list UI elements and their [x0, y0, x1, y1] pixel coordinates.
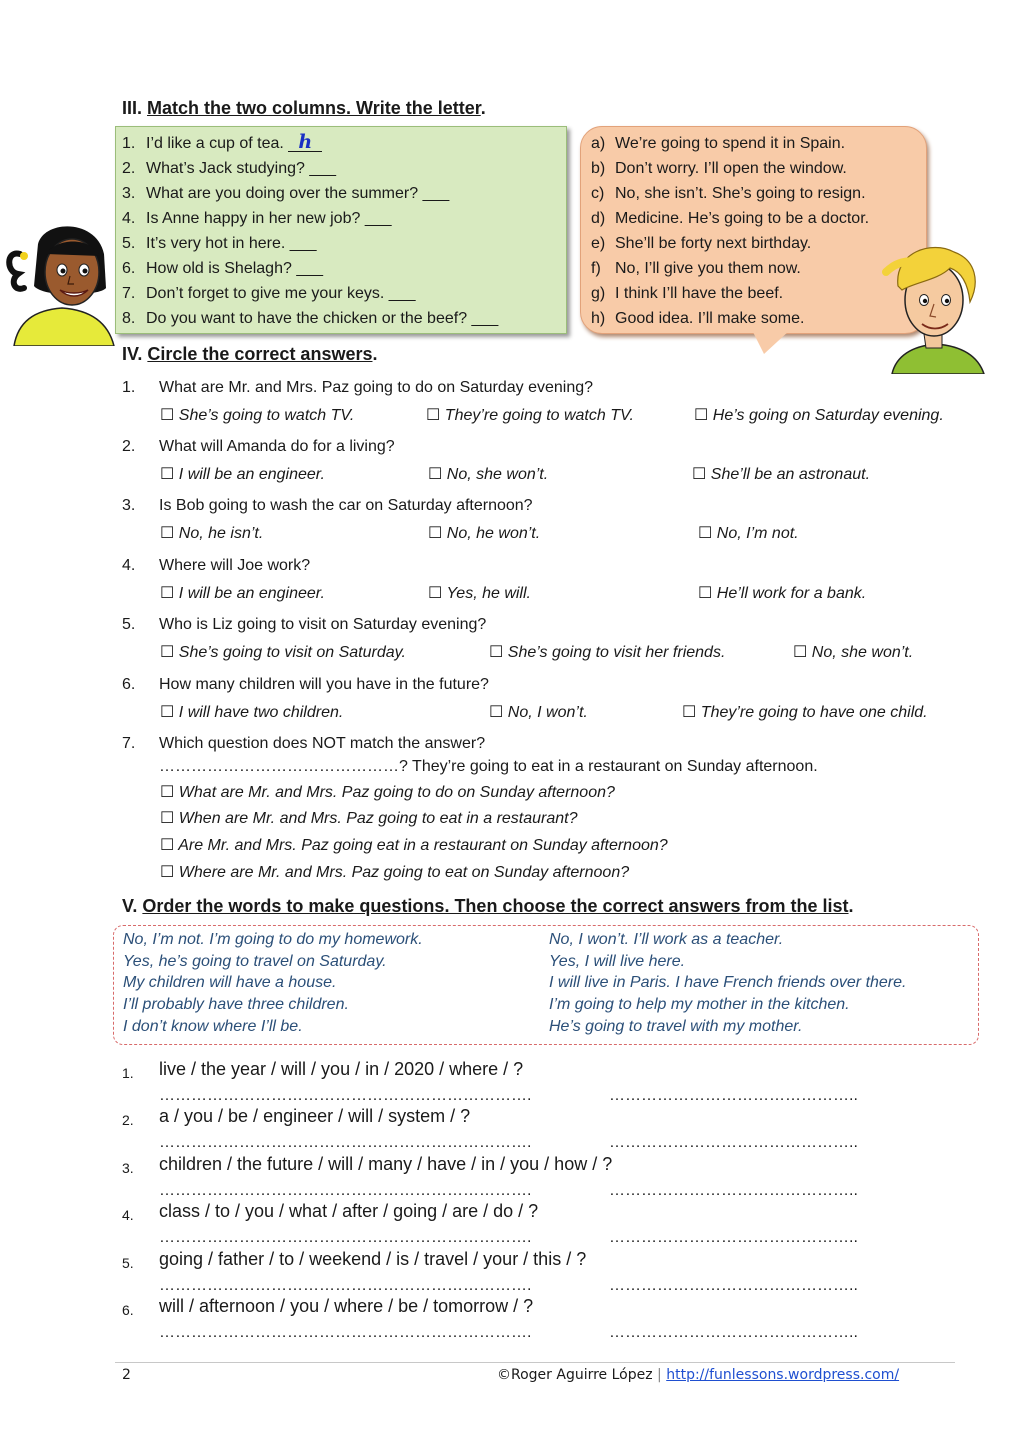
item-number: 7.	[122, 285, 136, 302]
option-checkbox[interactable]	[160, 642, 406, 662]
option-checkbox[interactable]	[489, 642, 725, 662]
question-item	[122, 181, 498, 206]
option-checkbox[interactable]	[698, 583, 866, 603]
question-text: How many children will you have in the future?	[159, 676, 489, 693]
item-number: 5.	[122, 1255, 134, 1271]
question-text[interactable]: Is Anne happy in her new job? ___	[146, 210, 392, 227]
question-item	[122, 281, 498, 306]
item-number: 4.	[122, 210, 136, 227]
item-number: 3.	[122, 185, 136, 202]
answer-write-line[interactable]: ………………………………………..	[609, 1277, 858, 1294]
option-text: No, he won’t.	[446, 525, 541, 542]
checkbox-icon[interactable]: ☐	[160, 466, 175, 483]
answer-bank-item: Yes, he’s going to travel on Saturday.	[123, 953, 387, 970]
answer-bank-item: My children will have a house.	[123, 974, 337, 991]
option-text: No, she won’t.	[446, 466, 549, 483]
question-item	[122, 131, 498, 156]
option-text: She’s going to visit on Saturday.	[178, 644, 406, 661]
answer-item	[591, 131, 869, 156]
scrambled-words: going / father / to / weekend / is / travel / your / this / ?	[159, 1249, 587, 1269]
copyright-text: ©Roger Aguirre López	[497, 1367, 653, 1383]
option-checkbox[interactable]	[160, 583, 325, 603]
checkbox-icon[interactable]: ☐	[793, 644, 808, 661]
option-checkbox[interactable]	[160, 808, 578, 828]
answer-bank-item: I’m going to help my mother in the kitchen.	[549, 996, 850, 1013]
question-text: Where will Joe work?	[159, 557, 311, 574]
answer-item	[591, 306, 869, 331]
answer-bank-item: I don’t know where I’ll be.	[123, 1018, 303, 1035]
answer-item	[591, 206, 869, 231]
answer-item	[591, 181, 869, 206]
option-text: He’ll work for a bank.	[716, 585, 867, 602]
answer-letter: a)	[591, 135, 606, 152]
option-checkbox[interactable]	[160, 405, 354, 425]
checkbox-icon[interactable]: ☐	[489, 644, 504, 661]
question-text[interactable]: Do you want to have the chicken or the beef? ___	[146, 310, 499, 327]
answer-text: Good idea. I’ll make some.	[615, 310, 805, 327]
answer-letter: b)	[591, 160, 606, 177]
checkbox-icon[interactable]: ☐	[160, 407, 175, 424]
question-number: 7.	[122, 735, 136, 752]
answer-text: We’re going to spend it in Spain.	[615, 135, 846, 152]
answer-write-line[interactable]: ………………………………………..	[609, 1182, 858, 1199]
answers-list	[591, 131, 869, 331]
question-write-line[interactable]: …………………………………………………………….	[159, 1182, 532, 1199]
scrambled-words: live / the year / will / you / in / 2020 / where / ?	[159, 1059, 524, 1079]
option-text: Where are Mr. and Mrs. Paz going to eat on Sunday afternoon?	[178, 864, 630, 881]
scrambled-words: class / to / you / what / after / going / are / do / ?	[159, 1201, 539, 1221]
option-checkbox[interactable]	[160, 862, 629, 882]
title-period: .	[480, 98, 486, 118]
question-text[interactable]: What’s Jack studying? ___	[146, 160, 337, 177]
question-text: What will Amanda do for a living?	[159, 438, 395, 455]
question-item	[122, 306, 498, 331]
item-number: 6.	[122, 1302, 134, 1318]
option-text: No, I won’t.	[507, 704, 588, 721]
question-write-line[interactable]: …………………………………………………………….	[159, 1229, 532, 1246]
questions-list	[122, 131, 498, 331]
question-number: 5.	[122, 616, 136, 633]
section-title: Match the two columns. Write the letter	[147, 98, 481, 118]
answer-blank-filled[interactable]: h	[288, 133, 322, 152]
question-text: Which question does NOT match the answer?	[159, 735, 486, 752]
footer-separator: |	[657, 1367, 662, 1383]
section-title: Order the words to make questions. Then choose the correct answers from the list	[142, 896, 849, 916]
checkbox-icon[interactable]: ☐	[160, 837, 175, 854]
title-period: .	[848, 896, 854, 916]
question-text[interactable]: It’s very hot in here. ___	[146, 235, 317, 252]
option-text: They’re going to watch TV.	[444, 407, 634, 424]
section-number: III.	[122, 98, 143, 118]
answer-write-line[interactable]: ………………………………………..	[609, 1087, 858, 1104]
option-text: Yes, he will.	[446, 585, 531, 602]
checkbox-icon[interactable]: ☐	[160, 525, 175, 542]
question-item	[122, 256, 498, 281]
checkbox-icon[interactable]: ☐	[692, 466, 707, 483]
question-write-line[interactable]: …………………………………………………………….	[159, 1134, 532, 1151]
option-text: No, I’m not.	[716, 525, 799, 542]
question-number: 4.	[122, 557, 136, 574]
question-text: I’d like a cup of tea.	[146, 135, 284, 152]
question-number: 1.	[122, 379, 136, 396]
option-checkbox[interactable]	[160, 782, 615, 802]
question-prompt: ………………………………………? They’re going to eat in a restaurant on Sunday afternoon.	[159, 758, 818, 775]
section-number: IV.	[122, 344, 143, 364]
checkbox-icon[interactable]: ☐	[428, 585, 443, 602]
question-item	[122, 206, 498, 231]
answer-bank-item: I will live in Paris. I have French friends over there.	[549, 974, 907, 991]
answer-item	[591, 231, 869, 256]
scrambled-words: will / afternoon / you / where / be / tomorrow / ?	[159, 1296, 534, 1316]
answer-item	[591, 281, 869, 306]
answer-letter: e)	[591, 235, 606, 252]
page-number: 2	[122, 1367, 131, 1383]
checkbox-icon[interactable]: ☐	[160, 784, 175, 801]
answer-letter: c)	[591, 185, 605, 202]
question-number: 6.	[122, 676, 136, 693]
question-text[interactable]: How old is Shelagh? ___	[146, 260, 324, 277]
scrambled-words: a / you / be / engineer / will / system / ?	[159, 1106, 471, 1126]
checkbox-icon[interactable]: ☐	[682, 704, 697, 721]
option-text: They’re going to have one child.	[700, 704, 928, 721]
checkbox-icon[interactable]: ☐	[428, 466, 443, 483]
answer-text: I think I’ll have the beef.	[615, 285, 784, 302]
answer-write-line[interactable]: ………………………………………..	[609, 1134, 858, 1151]
item-number: 1.	[122, 135, 136, 152]
checkbox-icon[interactable]: ☐	[698, 525, 713, 542]
option-text: I will have two children.	[178, 704, 344, 721]
answer-bank-item: No, I won’t. I’ll work as a teacher.	[549, 931, 784, 948]
answer-item	[591, 156, 869, 181]
answer-letter: h)	[591, 310, 606, 327]
option-text: She’s going to watch TV.	[178, 407, 355, 424]
checkbox-icon[interactable]: ☐	[428, 525, 443, 542]
question-text: What are Mr. and Mrs. Paz going to do on Saturday evening?	[159, 379, 594, 396]
answer-text: Medicine. He’s going to be a doctor.	[615, 210, 870, 227]
boy-character-illustration	[872, 242, 992, 374]
section-5-heading	[122, 896, 854, 917]
question-write-line[interactable]: …………………………………………………………….	[159, 1324, 532, 1341]
item-number: 6.	[122, 260, 136, 277]
checkbox-icon[interactable]: ☐	[160, 810, 175, 827]
option-checkbox[interactable]	[428, 464, 548, 484]
checkbox-icon[interactable]: ☐	[160, 704, 175, 721]
option-checkbox[interactable]	[160, 464, 325, 484]
checkbox-icon[interactable]: ☐	[160, 644, 175, 661]
answer-letter: f)	[591, 260, 601, 277]
option-checkbox[interactable]	[793, 642, 913, 662]
option-text: I will be an engineer.	[178, 585, 325, 602]
answer-text: She’ll be forty next birthday.	[615, 235, 812, 252]
item-number: 1.	[122, 1065, 134, 1081]
answer-letter: d)	[591, 210, 606, 227]
checkbox-icon[interactable]: ☐	[160, 864, 175, 881]
option-checkbox[interactable]	[694, 405, 944, 425]
option-checkbox[interactable]	[160, 702, 343, 722]
section-4-heading	[122, 344, 378, 365]
answer-write-line[interactable]: ………………………………………..	[609, 1324, 858, 1341]
website-link[interactable]: http://funlessons.wordpress.com/	[666, 1367, 900, 1383]
answer-letter: g)	[591, 285, 606, 302]
option-text: He’s going on Saturday evening.	[712, 407, 944, 424]
option-checkbox[interactable]	[428, 583, 531, 603]
checkbox-icon[interactable]: ☐	[489, 704, 504, 721]
option-checkbox[interactable]	[682, 702, 928, 722]
checkbox-icon[interactable]: ☐	[698, 585, 713, 602]
scrambled-words: children / the future / will / many / have / in / you / how / ?	[159, 1154, 613, 1174]
option-text: When are Mr. and Mrs. Paz going to eat in a restaurant?	[178, 810, 578, 827]
option-text: No, he isn’t.	[178, 525, 264, 542]
item-number: 2.	[122, 160, 136, 177]
option-checkbox[interactable]	[160, 523, 263, 543]
question-number: 2.	[122, 438, 136, 455]
answer-bank-item: He’s going to travel with my mother.	[549, 1018, 803, 1035]
question-number: 3.	[122, 497, 136, 514]
question-item	[122, 156, 498, 181]
question-text[interactable]: What are you doing over the summer? ___	[146, 185, 450, 202]
option-checkbox[interactable]	[489, 702, 588, 722]
option-text: What are Mr. and Mrs. Paz going to do on Sunday afternoon?	[178, 784, 615, 801]
answer-text: Don’t worry. I’ll open the window.	[615, 160, 847, 177]
option-text: Are Mr. and Mrs. Paz going eat in a restaurant on Sunday afternoon?	[178, 837, 668, 854]
option-text: I will be an engineer.	[178, 466, 325, 483]
answer-bank-item: No, I’m not. I’m going to do my homework.	[123, 931, 423, 948]
girl-character-illustration	[4, 214, 122, 346]
item-number: 3.	[122, 1160, 134, 1176]
section-title: Circle the correct answers	[147, 344, 373, 364]
item-number: 8.	[122, 310, 136, 327]
option-checkbox[interactable]	[698, 523, 799, 543]
option-checkbox[interactable]	[160, 835, 668, 855]
checkbox-icon[interactable]: ☐	[160, 585, 175, 602]
footer-divider	[115, 1362, 955, 1363]
answer-bank-item: Yes, I will live here.	[549, 953, 686, 970]
option-text: She’ll be an astronaut.	[710, 466, 871, 483]
answer-text: No, she isn’t. She’s going to resign.	[615, 185, 866, 202]
item-number: 4.	[122, 1207, 134, 1223]
title-period: .	[372, 344, 378, 364]
item-number: 2.	[122, 1112, 134, 1128]
answer-text: No, I’ll give you them now.	[615, 260, 801, 277]
section-3-heading	[122, 98, 486, 119]
question-item	[122, 231, 498, 256]
option-checkbox[interactable]	[428, 523, 540, 543]
question-write-line[interactable]: …………………………………………………………….	[159, 1277, 532, 1294]
checkbox-icon[interactable]: ☐	[426, 407, 441, 424]
speech-bubble-tail	[752, 330, 790, 354]
footer-credit	[497, 1367, 899, 1383]
checkbox-icon[interactable]: ☐	[694, 407, 709, 424]
option-checkbox[interactable]	[426, 405, 634, 425]
answer-write-line[interactable]: ………………………………………..	[609, 1229, 858, 1246]
question-text: Is Bob going to wash the car on Saturday afternoon?	[159, 497, 533, 514]
answer-bank-item: I’ll probably have three children.	[123, 996, 349, 1013]
question-write-line[interactable]: …………………………………………………………….	[159, 1087, 532, 1104]
question-text: Who is Liz going to visit on Saturday evening?	[159, 616, 487, 633]
option-text: She’s going to visit her friends.	[507, 644, 726, 661]
item-number: 5.	[122, 235, 136, 252]
option-checkbox[interactable]	[692, 464, 870, 484]
answer-item	[591, 256, 869, 281]
option-text: No, she won’t.	[811, 644, 914, 661]
question-text[interactable]: Don’t forget to give me your keys. ___	[146, 285, 416, 302]
section-number: V.	[122, 896, 138, 916]
